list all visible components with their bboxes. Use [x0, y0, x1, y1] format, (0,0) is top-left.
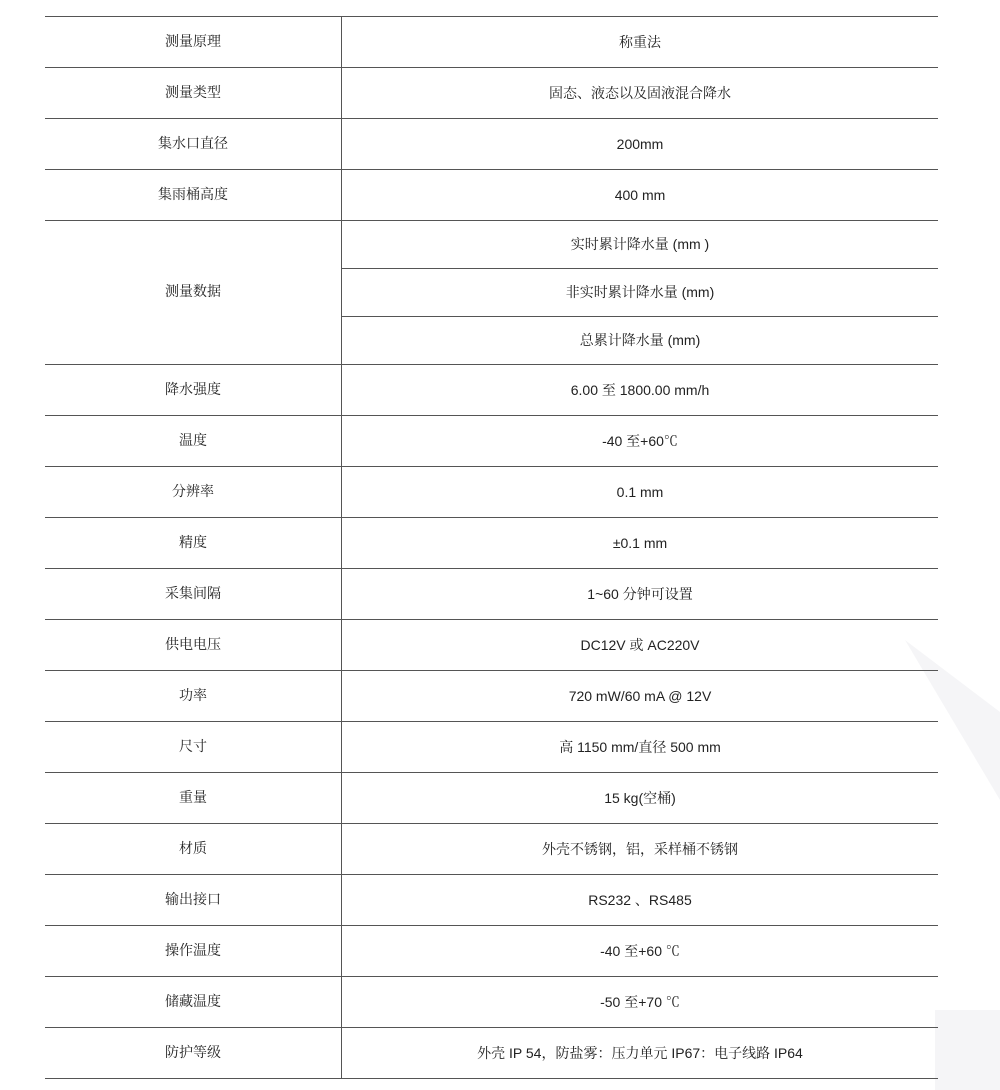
spec-label: 供电电压 [45, 620, 342, 671]
table-row [45, 467, 938, 518]
spec-label: 集雨桶高度 [45, 170, 342, 221]
spec-value: 1~60 分钟可设置 [342, 569, 939, 620]
spec-value: 720 mW/60 mA @ 12V [342, 671, 939, 722]
spec-value: 总累计降水量 (mm) [342, 317, 939, 365]
table-row [45, 68, 938, 119]
spec-label: 防护等级 [45, 1028, 342, 1079]
spec-value: 400 mm [342, 170, 939, 221]
spec-label: 测量原理 [45, 17, 342, 68]
spec-label: 功率 [45, 671, 342, 722]
table-row [45, 671, 938, 722]
table-row [45, 824, 938, 875]
spec-value: 外壳不锈钢，铝，采样桶不锈钢 [342, 824, 939, 875]
spec-value: 非实时累计降水量 (mm) [342, 269, 939, 317]
table-row [45, 875, 938, 926]
spec-table [45, 16, 938, 1079]
table-row [45, 926, 938, 977]
table-row [45, 518, 938, 569]
table-row [45, 221, 938, 269]
spec-label: 集水口直径 [45, 119, 342, 170]
table-row [45, 17, 938, 68]
spec-label: 精度 [45, 518, 342, 569]
spec-value: 外壳 IP 54，防盐雾：压力单元 IP67：电子线路 IP64 [342, 1028, 939, 1079]
spec-label: 降水强度 [45, 365, 342, 416]
spec-label: 测量数据 [45, 221, 342, 365]
spec-label: 温度 [45, 416, 342, 467]
spec-value: 0.1 mm [342, 467, 939, 518]
table-row [45, 773, 938, 824]
spec-value: 实时累计降水量 (mm ) [342, 221, 939, 269]
spec-label: 采集间隔 [45, 569, 342, 620]
table-row [45, 620, 938, 671]
spec-label: 输出接口 [45, 875, 342, 926]
table-row [45, 722, 938, 773]
spec-label: 材质 [45, 824, 342, 875]
spec-value: -50 至+70 ℃ [342, 977, 939, 1028]
spec-value: 高 1150 mm/直径 500 mm [342, 722, 939, 773]
spec-value: 称重法 [342, 17, 939, 68]
table-row [45, 170, 938, 221]
spec-value: ±0.1 mm [342, 518, 939, 569]
spec-value: 6.00 至 1800.00 mm/h [342, 365, 939, 416]
table-row [45, 365, 938, 416]
table-row [45, 1028, 938, 1079]
table-row [45, 977, 938, 1028]
spec-label: 测量类型 [45, 68, 342, 119]
spec-value: -40 至+60℃ [342, 416, 939, 467]
spec-label: 分辨率 [45, 467, 342, 518]
spec-value: RS232 、RS485 [342, 875, 939, 926]
table-row [45, 119, 938, 170]
spec-value: 200mm [342, 119, 939, 170]
spec-label: 储藏温度 [45, 977, 342, 1028]
spec-label: 重量 [45, 773, 342, 824]
spec-value: 15 kg(空桶) [342, 773, 939, 824]
spec-value: 固态、液态以及固液混合降水 [342, 68, 939, 119]
table-row [45, 569, 938, 620]
background-decoration [935, 1010, 1000, 1090]
spec-value: -40 至+60 ℃ [342, 926, 939, 977]
spec-label: 操作温度 [45, 926, 342, 977]
spec-value: DC12V 或 AC220V [342, 620, 939, 671]
spec-label: 尺寸 [45, 722, 342, 773]
table-row [45, 416, 938, 467]
